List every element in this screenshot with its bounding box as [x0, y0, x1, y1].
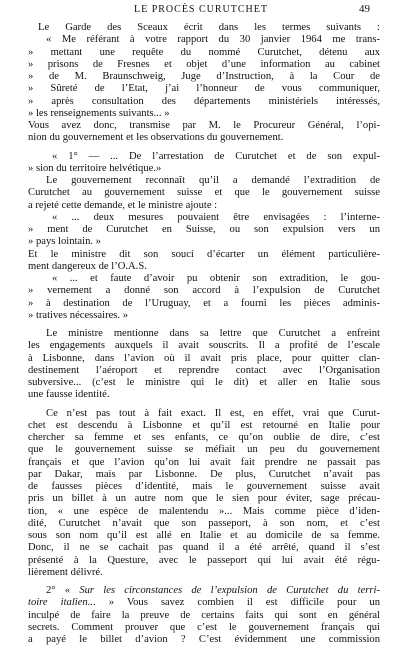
text-line: « 1° — ... De l’arrestation de Curutchet et de son expul-: [52, 150, 380, 162]
text-line: » tratives nécessaires. »: [28, 309, 129, 321]
text-line: chet est descendu à Lisbonne et qu’il est retourné en Italie pour: [28, 419, 380, 431]
paragraph: [28, 328, 380, 402]
text-line: « ... deux mesures pouvaient être envisagées : l’interne-: [52, 211, 380, 223]
text-line: » mettant une requête du nommé Curutchet, détenu aux: [28, 46, 380, 58]
text-line: Curutchet au gouvernement suisse et que le gouvernement suisse: [28, 187, 380, 199]
text-line: 2° « Sur les circonstances de l’expulsion de Curutchet du terri-: [46, 585, 380, 596]
text-line: « ... et faute d’avoir pu obtenir son extradition, le gou-: [52, 273, 380, 284]
text-line: les engagements auxquels il avait souscrits. Il a profité de l’escale: [28, 340, 380, 352]
text-line: » vernement a donné son accord à l’expulsion de Curutchet: [28, 285, 380, 297]
text-line: destinement l’aéroport et reprendre contact avec l’Organisation: [28, 364, 380, 376]
text-line: de fausses pièces d’identité, mais le gouvernement suisse avait: [28, 481, 380, 492]
text-line: une fausse identité.: [28, 389, 110, 401]
text-line: » les renseignements suivants... »: [28, 107, 170, 119]
text-line: » prisons de Fresnes et objet d’une information au cabinet: [28, 58, 380, 70]
text-line: » de M. Braunschweig, Juge d’Instruction, à la Cour de: [28, 71, 380, 82]
text-line: par Dakar, mais par Lisbonne. De plus, Curutchet n’avait pas: [28, 468, 380, 480]
text-line: Le gouvernement reconnaît qu’il a demandé l’extradition de: [46, 175, 380, 186]
text-line: a rejeté cette demande, et le ministre ajoute :: [28, 199, 218, 211]
paragraph: [28, 408, 380, 580]
text-line: tion, « une espèce de malentendu »... Mais comme pièce d’iden-: [28, 505, 380, 517]
paragraph: [28, 151, 380, 323]
text-line: Le ministre mentionne dans sa lettre que Curutchet a enfreint: [46, 328, 380, 339]
text-line: chercher sa femme et ses enfants, ce qu’on oublie de dire, c’est: [28, 432, 380, 443]
text-line: toire italien... » Vous savez combien il est difficile pour un: [28, 597, 380, 609]
text-line: français et que l’avion qu’on lui avait fait prendre ne passait pas: [28, 456, 380, 468]
text-line: » Sûreté de l’Etat, j’ai l’honneur de vous communiquer,: [28, 83, 380, 95]
text-line: Vous avez donc, transmise par M. le Procureur Général, l’opi-: [28, 120, 380, 131]
page-number: 49: [359, 3, 370, 15]
text-line: Et le ministre dit son souci d’écarter un élément particulière-: [28, 248, 380, 260]
text-line: que le gouvernement suisse se méfiait un peu du gouvernement: [28, 444, 380, 456]
text-line: Le Garde des Sceaux écrit dans les termes suivants :: [38, 22, 380, 33]
text-line: à Lisbonne, dans l’avion où il avait pris place, pour quitter clan-: [28, 352, 380, 364]
text-line: pris un billet à un autre nom que le sien pour éviter, sage précau-: [28, 493, 380, 505]
text-line: nion du gouvernement et les observations du gouvernement.: [28, 132, 284, 144]
text-line: Ce n’est pas tout à fait exact. Il est, en effet, vrai que Curut-: [46, 407, 380, 419]
text-line: secrets. Comment prouver que c’est le gouvernement français qui: [28, 621, 380, 633]
text-line: lièrement délivré.: [28, 566, 103, 578]
paragraph: [28, 22, 380, 145]
body-text: [28, 22, 380, 646]
text-line: Donc, il ne se cachait pas quand il a été arrêté, quand il s’est: [28, 542, 380, 554]
text-line: inculpé de faire la preuve de certains faits qui sont en général: [28, 609, 380, 621]
text-line: subversive... (c’est le ministre qui le dit) et aller en Italie sous: [28, 377, 380, 388]
text-line: » pays lointain. »: [28, 236, 101, 248]
text-line: sous son nom qu’il est allé en Italie et au domicile de sa femme.: [28, 530, 380, 541]
text-line: » à destination de l’Uruguay, et a fourni les pièces adminis-: [28, 297, 380, 309]
text-line: » sion du territoire helvétique.»: [28, 162, 162, 174]
text-line: » ment de Curutchet en Suisse, ou son expulsion vers un: [28, 224, 380, 235]
text-line: « Me référant à votre rapport du 30 janvier 1964 me trans-: [46, 34, 380, 46]
text-line: » après consultation des départements ministériels intéressés,: [28, 95, 380, 107]
text-line: dité, Curutchet n’avait que son passeport, à son nom, et c’est: [28, 517, 380, 529]
text-line: présenté à la Questure, avec le passeport qui lui avait été régu-: [28, 554, 380, 566]
paragraph: [28, 585, 380, 646]
text-line: ment dangereux de l’O.A.S.: [28, 260, 147, 272]
running-title: LE PROCÈS CURUTCHET: [133, 4, 268, 15]
text-line: a payé le billet d’avion ? C’est évidemment une commission: [28, 634, 380, 645]
